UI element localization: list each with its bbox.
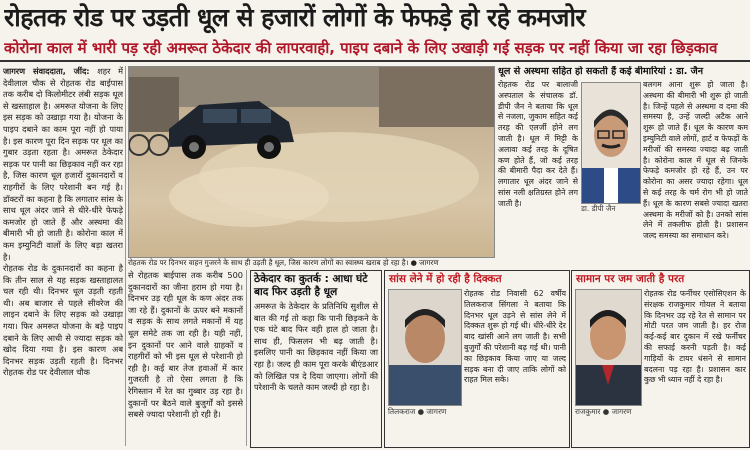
doctor-photo-caption: डा. डीपी जैन [581,204,616,213]
breathing-headline: सांस लेने में हो रही है दिक्कत [389,273,502,285]
rajkumar-portrait [576,290,641,405]
contractor-box [250,270,382,448]
doctor-portrait [582,83,640,203]
main-story-text-1b: रोहतक रोड के दुकानदारों का कहना है कि तीन साल से यह सड़क खस्ताहालत चल रही थी। दिनभर धूल उड़ती रहती थी। अब बाजार से पहले सीवरेज की लाइन दबाने के लिए सड़क को उखाड़ा गया। फिर अमरूत योजना के बड़े पाइप दबाने के लिए आधी से ज्यादा सड़क को खोद दिया गया है। इस कारण अब दिनभर सड़क उड़ती रहती है। दिनभर रोहतक रोड पर देवीलाल चौक [3,263,123,378]
column-divider [125,66,126,446]
main-photo [128,66,495,258]
subheadline: कोरोना काल में भारी पड़ रही अमरूत ठेकेदार की लापरवाही, पाइप दबाने के लिए उखाड़ी गई सड़क पर नहीं किया जा रहा छिड़काव [4,39,718,57]
doctor-text-b: बलगम आना शुरू हो जाता है। अस्थमा की बीमारी भी शुरू हो जाती है। जिन्हें पहले से अस्थमा व दमा की समस्या है, उन्हें जल्दी अटैक आने शुरू हो जाते हैं। धूल के कारण कम इम्युनिटी वाले लोगों, हार्ट व फेफड़ों के मरीजों की समस्या ज्यादा बढ़ जाती है। कोरोना काल में धूल से जिनके फेफड़े कमजोर हो रहे हैं, उन पर कोरोना का असर ज्यादा रहेगा। धूल से कई तरह के चर्म रोग भी हो जाते हैं। धूल के कारण सबसे ज्यादा खतरा अस्थमा के मरीजों को है। उनको सांस लेने में तकलीफ होती है। प्रशासन जल्द समस्या का समाधान करे। [643,80,748,241]
dusty-road-illustration [129,67,494,257]
doctor-headline: धूल से अस्थमा सहित हो सकती हैं कई बीमारियां : डा. जैन [498,66,704,77]
main-story-column-2 [128,270,243,446]
bicycle-illustration [129,135,169,155]
main-story-column-1 [3,66,123,446]
dust-box [571,270,750,448]
column-divider-2 [246,270,247,446]
dateline: जागरण संवाददाता, जींद: [3,66,90,76]
main-story-text-2: से रोहतक बाईपास तक करीब 500 दुकानदारों का जीना हराम हो गया है। दिनभर उड़ रही धूल के कण अंदर तक जा रहे हैं। दुकानों के ऊपर बने मकानों व सड़क के साथ लगते मकानों में यह धूल समेटे तक जा रही है। यही नहीं, इन दुकानों पर आने वाले ग्राहकों व राहगीरों को भी इस धूल से परेशानी हो रही है। कई बार तेज हवाओं में कार गुजरती है तो ऐसा लगता है कि रेगिस्तान में रेत का गुब्बार उड़ रहा है। दुकानों पर बैठने वाले बुजुर्गों को इससे सबसे ज्यादा परेशानी हो रही है। [128,270,243,420]
doctor-photo [581,82,641,204]
dust-headline: सामान पर जम जाती है परत [576,273,685,285]
contractor-headline: ठेकेदार का कुतर्क : आधा घंटे बाद फिर उड़ती है धूल [254,273,368,298]
breathing-photo-caption: तिलकराज ● जागरण [388,407,447,416]
breathing-box [384,270,570,448]
dust-text: रोहतक रोड फर्नीचर एसोसिएशन के संरक्षक राजकुमार गोयल ने बताया कि दिनभर उड़ रहे रेत से सामान पर मोटी परत जम जाती है। हर रोज कई-कई बार दुकान में रखे फर्नीचर की सफाई करनी पड़ती है। कई गाड़ियों के टायर धंसने से सामान बदलना पड़ रहा है। प्रशासन कार कुछ भी ध्यान नहीं दे रहा है। [644,289,746,385]
headline-rule [0,60,750,62]
main-story-text-1: शहर में देवीलाल चौक से रोहतक रोड बाईपास तक करीब दो किलोमीटर लंबी सड़क धूल से खस्ताहाल है। अमरूत योजना के लिए इस सड़क को उखाड़ा गया है। योजना के पाइप दबाने का काम पूरा नहीं हो पाया है। इस कारण पूरा दिन सड़क पर धूल का गुबार उड़ता रहता है। अमरूत ठेकेदार सड़क पर पानी का छिड़काव नहीं कर रहा है, जिस कारण धूल हजारों दुकानदारों व राहगीरों के लिए परेशानी बन गई है। डॉक्टरों का कहना है कि लगातार सांस के साथ धूल अंदर जाने से धीरे-धीरे फेफड़े कमजोर हो जाते हैं और अस्थमा की बीमारी भी हो जाती है। कोरोना काल में कम इम्युनिटी वालों के लिए बड़ा खतरा है। [3,66,123,262]
contractor-text: अमरूत के ठेकेदार के प्रतिनिधि सुशील से बात की गई तो कहा कि पानी छिड़कने के एक घंटे बाद फिर वही हाल हो जाता है। साथ ही, फिसलन भी बढ़ जाती है। इसलिए पानी का छिड़काव नहीं किया जा रहा है। जल्द ही काम पूरा करके बीएंडआर को लिखित पत्र दे दिया जाएगा। लोगों की परेशानी के चलते काम जल्दी हो रहा है। [254,301,378,393]
breathing-photo [388,289,462,406]
tilakraj-portrait [389,290,461,405]
headline: रोहतक रोड पर उड़ती धूल से हजारों लोगों के फेफड़े हो रहे कमजोर [4,3,586,32]
dust-photo-caption: राजकुमार ● जागरण [575,407,632,416]
breathing-text: रोहतक रोड निवासी 62 वर्षीय तिलकराज सिंगला ने बताया कि दिनभर धूल उड़ने से सांस लेने में दिक्कत शुरू हो गई थी। धीरे-धीरे देर बाद खांसी आने लग जाती है। सभी बुजुर्गों की परेशानी बढ़ गई थी। पानी का छिड़काव किया जाए या जल्द सड़क बना दी जाए ताकि लोगों को राहत मिल सके। [464,289,566,385]
doctor-text-a: रोहतक रोड पर बालाजी अस्पताल के संचालक डॉ. डीपी जैन ने बताया कि धूल से नजला, जुकाम सहित कई तरह की एलर्जी होने लग जाती है। धूल में मिट्टी के अलावा कई तरह के दूषित कण होते हैं, जो कई तरह की बीमारी पैदा कर देते हैं। लगातार धूल अंदर जाने से सांस नली क्षतिग्रस्त होने लग जाती है। [498,80,578,208]
dust-photo [575,289,642,406]
main-photo-caption: रोहतक रोड पर दिनभर वाहन गुजरने के साथ ही उड़ती है धूल, जिस कारण लोगों का स्वास्थ्य खराब हो रहा है। ● जागरण [128,258,439,267]
